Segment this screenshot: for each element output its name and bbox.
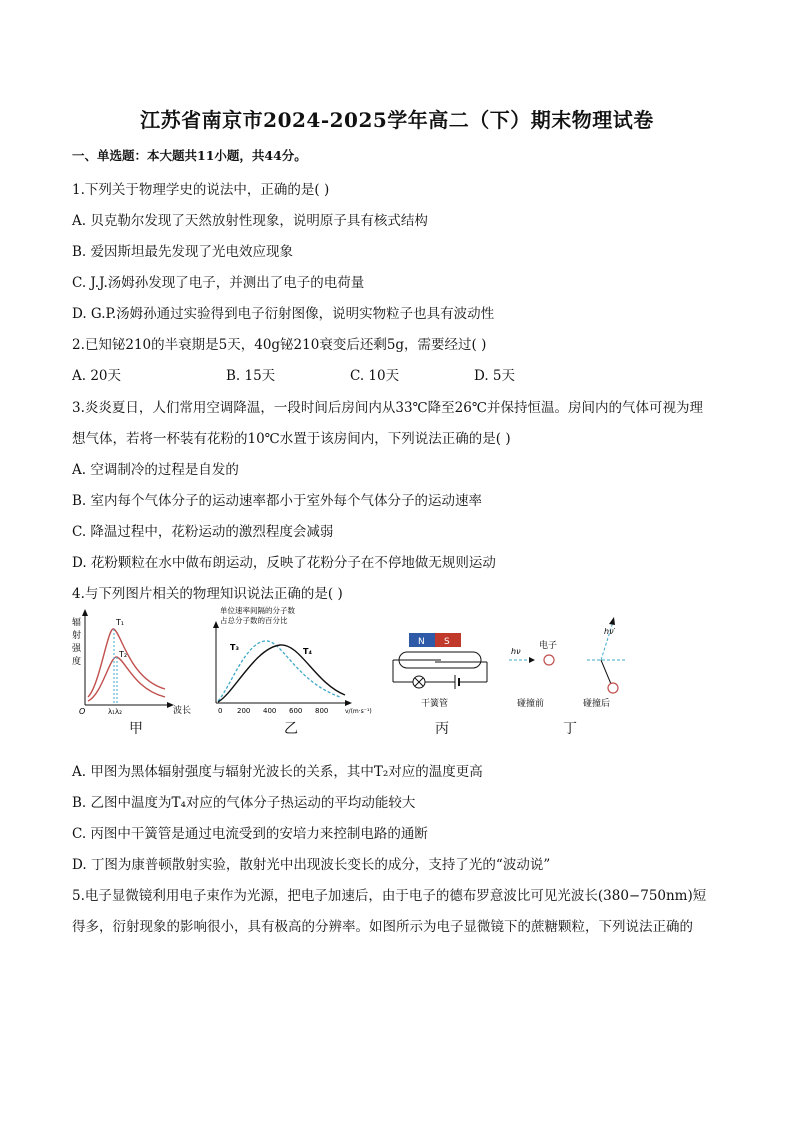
- fig-jia-label-t1: T₁: [116, 618, 125, 627]
- q3-option-c: C. 降温过程中，花粉运动的激烈程度会减弱: [72, 524, 334, 540]
- fig-ding-caption: 丁: [563, 721, 577, 737]
- q3-option-b: B. 室内每个气体分子的运动速率都小于室外每个气体分子的运动速率: [72, 493, 483, 509]
- after-label: 碰撞后: [583, 699, 611, 709]
- q2-option-d: D. 5天: [474, 368, 516, 384]
- q2-options: [72, 364, 515, 384]
- section-heading: 一、单选题：本大题共11小题，共44分。: [72, 148, 307, 163]
- electron-after: [608, 683, 618, 693]
- q1-stem: 1.下列关于物理学史的说法中，正确的是( ): [72, 182, 330, 198]
- q5-stem-line1: 5.电子显微镜利用电子束作为光源，把电子加速后，由于电子的德布罗意波比可见光波长(380−750nm)短: [72, 888, 707, 904]
- fig-yi-xunit: v/(m·s⁻¹): [345, 708, 372, 715]
- fig-jia-ylabel-2: 射: [72, 631, 82, 641]
- figure-yi: [200, 603, 378, 718]
- fig-yi-title-1: 单位速率间隔的分子数: [220, 606, 295, 615]
- q4-stem: 4.与下列图片相关的物理知识说法正确的是( ): [72, 586, 343, 602]
- fig-jia-ylabel-3: 强: [72, 644, 82, 654]
- page-title: 江苏省南京市2024-2025学年高二（下）期末物理试卷: [140, 108, 654, 132]
- fig-yi-xtick-0: 0: [218, 707, 223, 715]
- q5-stem-line2: 得多，衍射现象的影响很小，具有极高的分辨率。如图所示为电子显微镜下的蔗糖颗粒，下列说法正确的: [72, 919, 693, 935]
- fig-yi-label-t3: T₃: [230, 643, 239, 652]
- q3-option-a: A. 空调制冷的过程是自发的: [72, 462, 239, 478]
- before-label: 碰撞前: [517, 699, 545, 709]
- q3-option-d: D. 花粉颗粒在水中做布朗运动，反映了花粉分子在不停地做无规则运动: [72, 555, 496, 571]
- q1-option-b: B. 爱因斯坦最先发现了光电效应现象: [72, 244, 294, 260]
- q3-stem-line1: 3.炎炎夏日，人们常用空调降温，一段时间后房间内从33℃降至26℃并保持恒温。房间内的气体可视为理: [72, 400, 703, 416]
- fig-yi-xtick-200: 200: [237, 707, 251, 715]
- fig-yi-caption: 乙: [284, 721, 298, 737]
- q2-stem: 2.已知铋210的半衰期是5天，40g铋210衰变后还剩5g，需要经过( ): [72, 337, 487, 353]
- electron-before: [544, 655, 554, 665]
- fig-yi-xtick-600: 600: [289, 707, 303, 715]
- electron-label: 电子: [539, 641, 558, 651]
- reed-switch-label: 干簧管: [421, 699, 449, 709]
- fig-yi-title-2: 占总分子数的百分比: [220, 616, 288, 625]
- q4-option-a: A. 甲图为黑体辐射强度与辐射光波长的关系，其中T₂对应的温度更高: [72, 764, 483, 780]
- fig-yi-label-t4: T₄: [303, 647, 312, 656]
- fig-jia-ylabel-4: 度: [72, 657, 82, 667]
- magnet-n-label: N: [418, 637, 425, 647]
- fig-bing-caption: 丙: [435, 721, 449, 737]
- fig-jia-ylabel-1: 辐: [72, 618, 82, 628]
- q4-option-b: B. 乙图中温度为T₄对应的气体分子热运动的平均动能较大: [72, 795, 416, 811]
- fig-yi-xtick-800: 800: [315, 707, 329, 715]
- fig-jia-origin: O: [79, 707, 86, 715]
- fig-jia-curve-t2: [88, 657, 165, 701]
- fig-jia-caption: 甲: [129, 721, 143, 737]
- q1-option-c: C. J.J.汤姆孙发现了电子，并测出了电子的电荷量: [72, 275, 365, 291]
- q2-option-c: C. 10天: [350, 368, 400, 384]
- photon-in-label: hν: [511, 647, 521, 656]
- magnet-s-label: S: [444, 637, 450, 647]
- q4-option-c: C. 丙图中干簧管是通过电流受到的安培力来控制电路的通断: [72, 826, 428, 842]
- q3-stem-line2: 想气体，若将一杯装有花粉的10℃水置于该房间内，下列说法正确的是( ): [72, 431, 511, 447]
- fig-yi-curve-t4: [218, 645, 345, 702]
- q1-option-d: D. G.P.汤姆孙通过实验得到电子衍射图像，说明实物粒子也具有波动性: [72, 306, 495, 322]
- figure-ding: [505, 608, 645, 713]
- fig-yi-xtick-400: 400: [263, 707, 277, 715]
- q2-option-b: B. 15天: [226, 368, 276, 384]
- q1-option-a: A. 贝克勒尔发现了天然放射性现象，说明原子具有核式结构: [72, 213, 428, 229]
- photon-out-label: hν′: [604, 627, 616, 636]
- q2-option-a: A. 20天: [72, 368, 122, 384]
- fig-jia-label-t2: T₂: [119, 650, 128, 659]
- fig-jia-xlabel: 波长: [173, 706, 192, 715]
- fig-jia-ticks: λ₁λ₂: [108, 708, 122, 715]
- figure-bing: [385, 628, 495, 713]
- q4-option-d: D. 丁图为康普顿散射实验，散射光中出现波长变长的成分，支持了光的“波动说”: [72, 857, 551, 873]
- figure-jia: [70, 605, 200, 715]
